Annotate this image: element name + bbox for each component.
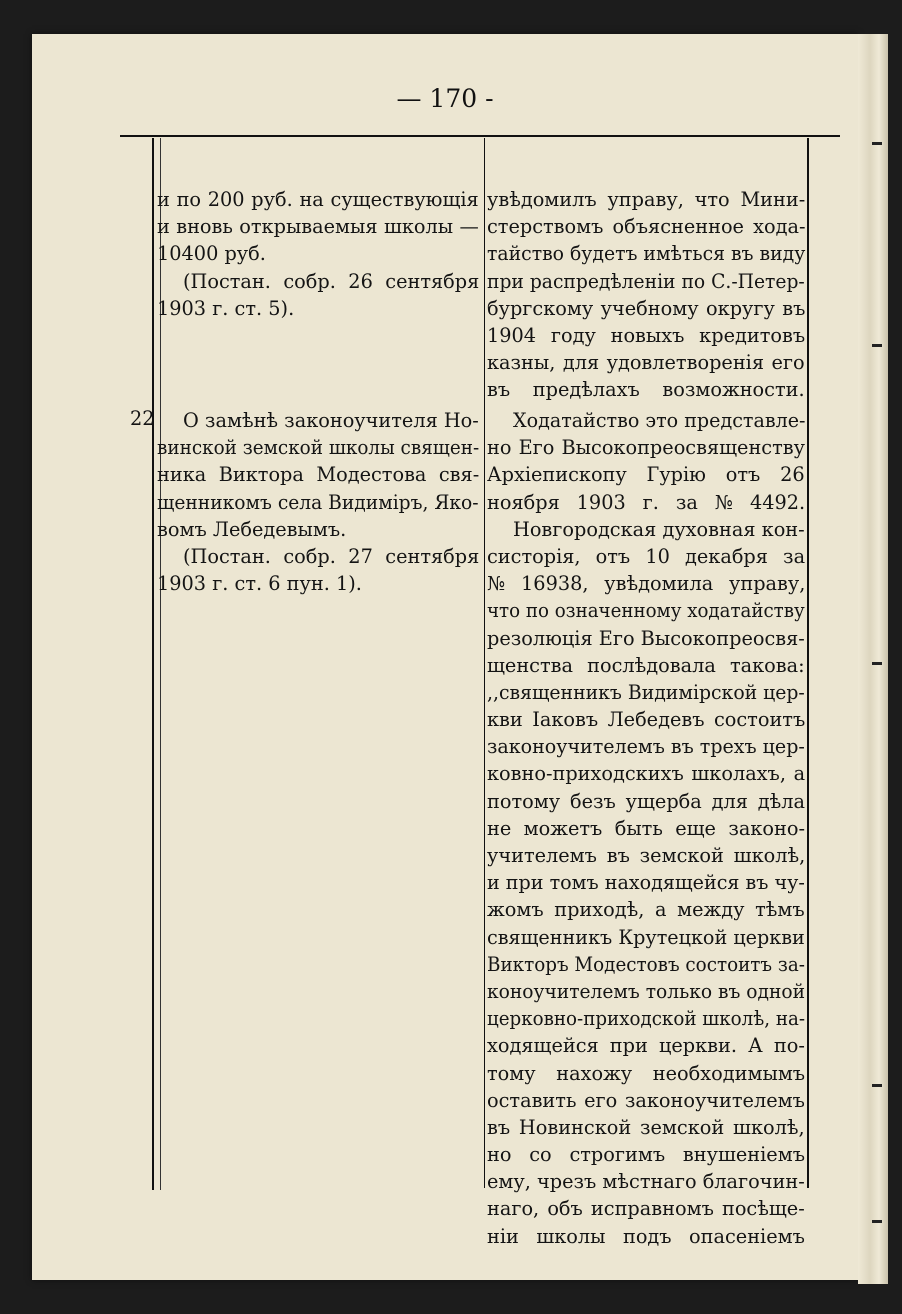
- edge-tab-mark: [872, 662, 882, 665]
- page-number: — 170 -: [396, 84, 494, 113]
- text-line: ника Виктора Модестова свя-: [157, 463, 480, 487]
- text-line: систорія, отъ 10 декабря за: [487, 544, 806, 568]
- middle-divider: [484, 138, 485, 1188]
- text-line: стерствомъ объясненное хода-: [487, 215, 806, 239]
- text-line: и при томъ находящейся въ чу-: [487, 871, 805, 895]
- text-line: винской земской школы священ-: [157, 436, 480, 460]
- text-line: ніи школы подъ опасеніемъ: [487, 1224, 805, 1248]
- text-line: щенства послѣдовала такова:: [487, 653, 805, 677]
- row-b-left-text: [157, 407, 481, 597]
- left-border: [152, 138, 154, 1190]
- adjacent-page-edge: [858, 34, 888, 1284]
- text-line: резолюція Его Высокопреосвя-: [487, 626, 805, 650]
- text-line: Ходатайство это представле-: [513, 409, 806, 432]
- text-line: ему, чрезъ мѣстнаго благочин-: [487, 1170, 805, 1194]
- row-b-right-text: [487, 407, 807, 1250]
- text-line: 1904 году новыхъ кредитовъ: [487, 323, 806, 347]
- text-line: ноября 1903 г. за № 4492.: [487, 490, 806, 514]
- edge-tab-mark: [872, 142, 882, 145]
- text-line: (Постан. собр. 26 сентября: [183, 269, 480, 293]
- text-line: тому нахожу необходимымъ: [487, 1061, 806, 1085]
- text-line: бургскому учебному округу въ: [487, 296, 806, 320]
- row-a-right-text: [487, 186, 807, 404]
- text-line: не можетъ быть еще законо-: [487, 816, 805, 840]
- text-line: потому безъ ущерба для дѣла: [487, 789, 806, 813]
- text-line: священникъ Крутецкой церкви: [487, 925, 805, 949]
- edge-tab-mark: [872, 1220, 882, 1223]
- text-line: Викторъ Модестовъ состоитъ за-: [487, 952, 805, 976]
- edge-tab-mark: [872, 1084, 882, 1087]
- text-line: № 16938, увѣдомила управу,: [487, 572, 806, 596]
- right-border: [807, 138, 809, 1188]
- text-line: 10400 руб.: [157, 242, 266, 266]
- text-line: учителемъ въ земской школѣ,: [487, 844, 806, 867]
- text-line: наго, объ исправномъ посѣще-: [487, 1197, 805, 1221]
- text-line: и вновь открываемыя школы —: [157, 215, 479, 239]
- text-line: кви Іаковъ Лебедевъ состоитъ: [487, 708, 806, 732]
- text-line: при распредѣленіи по С.-Петер-: [487, 269, 805, 293]
- text-line: 1903 г. ст. 6 пун. 1).: [157, 572, 362, 596]
- text-line: ,,священникъ Видимірской цер-: [487, 680, 805, 704]
- text-line: казны, для удовлетворенія его: [487, 351, 805, 375]
- text-line: 1903 г. ст. 5).: [157, 296, 295, 320]
- text-line: увѣдомилъ управу, что Мини-: [487, 188, 806, 211]
- text-line: щенникомъ села Видиміръ, Яко-: [157, 490, 479, 514]
- edge-tab-mark: [872, 344, 882, 347]
- text-line: ходящейся при церкви. А по-: [487, 1034, 805, 1058]
- text-line: Новгородская духовная кон-: [513, 517, 805, 541]
- text-line: тайство будетъ имѣться въ виду: [487, 242, 806, 266]
- text-line: вомъ Лебедевымъ.: [157, 517, 347, 541]
- row-number: 22: [130, 407, 155, 430]
- text-line: и по 200 руб. на существующія: [157, 188, 479, 211]
- row-a-left-text: [157, 186, 481, 322]
- document-page: [32, 34, 858, 1280]
- text-line: ковно-приходскихъ школахъ, а: [487, 762, 806, 786]
- text-line: но Его Высокопреосвященству: [487, 436, 805, 460]
- text-line: но со строгимъ внушеніемъ: [487, 1143, 805, 1167]
- text-line: О замѣнѣ законоучителя Но-: [183, 409, 479, 432]
- text-line: жомъ приходѣ, а между тѣмъ: [487, 898, 805, 922]
- text-line: (Постан. собр. 27 сентября: [183, 544, 480, 568]
- table-top-rule: [120, 135, 840, 137]
- text-line: въ Новинской земской школѣ,: [487, 1115, 805, 1139]
- text-line: въ предѣлахъ возможности.: [487, 378, 805, 402]
- text-line: Архіепископу Гурію отъ 26: [487, 463, 805, 487]
- text-line: что по означенному ходатайству: [487, 599, 805, 623]
- text-line: коноучителемъ только въ одной: [487, 979, 806, 1003]
- text-line: законоучителемъ въ трехъ цер-: [487, 735, 805, 759]
- text-line: оставить его законоучителемъ: [487, 1088, 805, 1112]
- text-line: церковно-приходской школѣ, на-: [487, 1007, 806, 1031]
